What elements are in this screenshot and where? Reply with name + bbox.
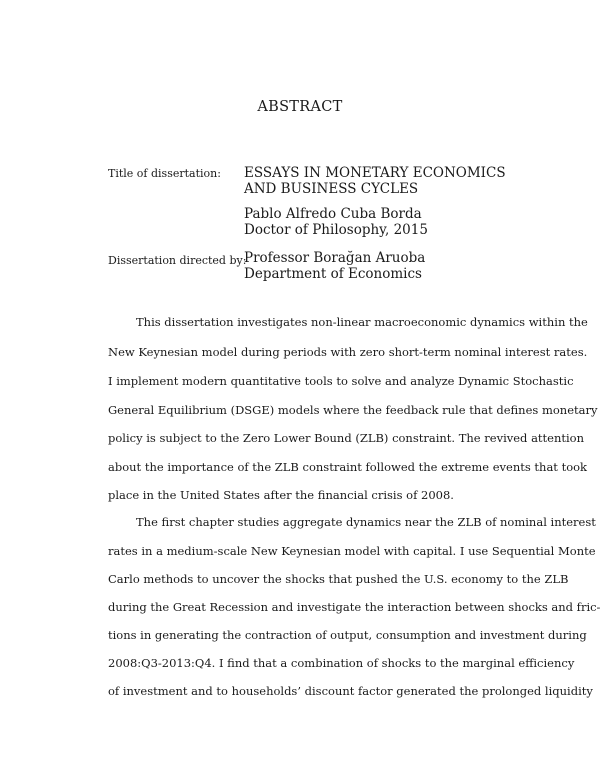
- paragraph-line: Carlo methods to uncover the shocks that pushed the U.S. economy to the ZLB: [108, 572, 569, 586]
- paragraph-line: of investment and to households’ discount factor generated the prolonged liquidity: [108, 684, 593, 698]
- author-block: [244, 206, 428, 238]
- dissertation-title: [244, 165, 506, 197]
- paragraph-line: I implement modern quantitative tools to solve and analyze Dynamic Stochastic: [108, 374, 574, 388]
- paragraph-line: tions in generating the contraction of output, consumption and investment during: [108, 628, 587, 642]
- dissertation-title-line-1: ESSAYS IN MONETARY ECONOMICS: [244, 165, 506, 181]
- director-label: Dissertation directed by:: [108, 254, 247, 267]
- title-label: Title of dissertation:: [108, 167, 221, 180]
- paragraph-line: General Equilibrium (DSGE) models where the feedback rule that defines monetary: [108, 403, 598, 417]
- paragraph-line: policy is subject to the Zero Lower Bound (ZLB) constraint. The revived attention: [108, 431, 585, 445]
- paragraph-line: during the Great Recession and investigate the interaction between shocks and fric-: [108, 600, 600, 614]
- paragraph-line: rates in a medium-scale New Keynesian model with capital. I use Sequential Monte: [108, 544, 596, 558]
- author-name: Pablo Alfredo Cuba Borda: [244, 206, 422, 222]
- department: Department of Economics: [244, 266, 422, 282]
- director-block: [244, 250, 425, 282]
- paragraph-line: 2008:Q3-2013:Q4. I find that a combination of shocks to the marginal efficiency: [108, 656, 575, 670]
- paragraph-line: about the importance of the ZLB constraint followed the extreme events that took: [108, 460, 588, 474]
- paragraph-line: This dissertation investigates non-linear macroeconomic dynamics within the: [136, 315, 588, 329]
- dissertation-title-line-2: AND BUSINESS CYCLES: [244, 181, 419, 197]
- abstract-heading: ABSTRACT: [257, 99, 343, 115]
- paragraph-line: place in the United States after the financial crisis of 2008.: [108, 488, 454, 502]
- paragraph-line: The first chapter studies aggregate dynamics near the ZLB of nominal interest: [136, 515, 596, 529]
- degree: Doctor of Philosophy, 2015: [244, 222, 428, 238]
- paragraph-line: New Keynesian model during periods with zero short-term nominal interest rates.: [108, 345, 588, 359]
- director-name: Professor Borağan Aruoba: [244, 250, 426, 266]
